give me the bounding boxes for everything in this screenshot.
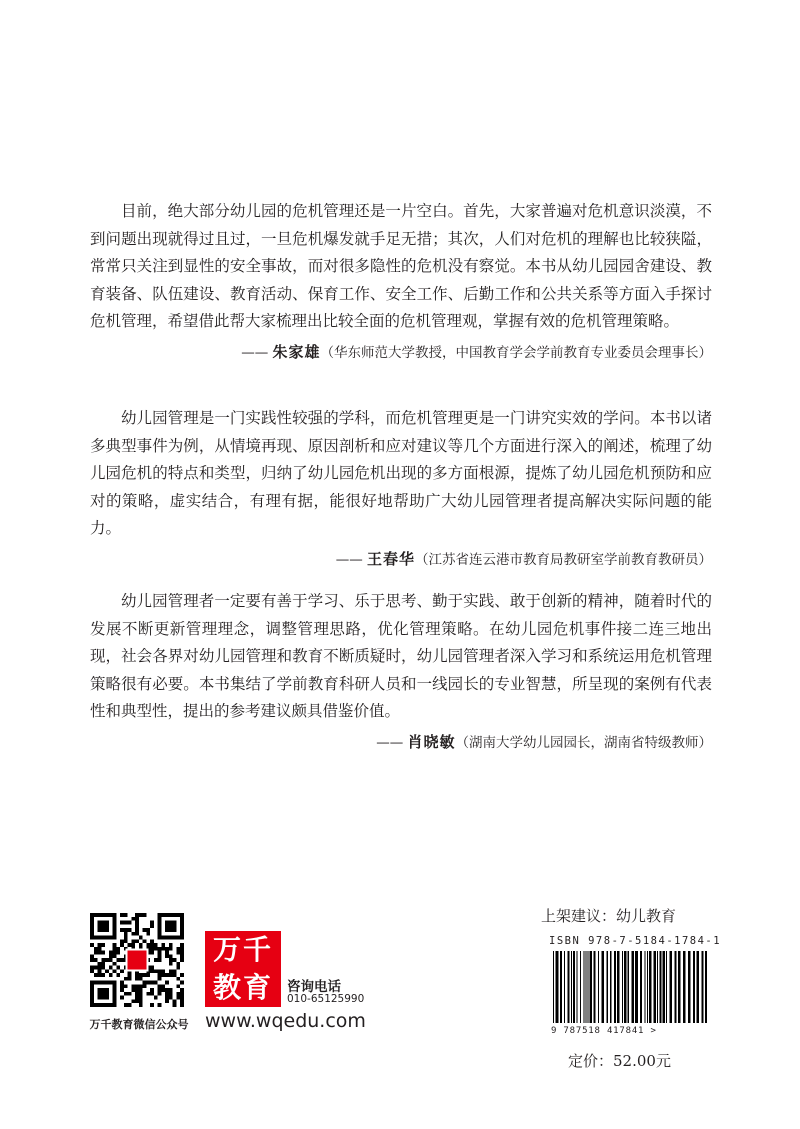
publisher-website: www.wqedu.com <box>205 1010 366 1032</box>
review-3 <box>90 588 712 752</box>
reviewer-title: （湖南大学幼儿园园长，湖南省特级教师） <box>455 734 712 751</box>
reviewer-title: （华东师范大学教授，中国教育学会学前教育专业委员会理事长） <box>320 344 712 361</box>
review-attribution <box>90 731 712 752</box>
reviewer-name: 王春华 <box>366 549 415 568</box>
review-attribution <box>90 341 712 362</box>
attribution-dash: —— <box>376 734 404 751</box>
publisher-logo <box>205 931 281 1007</box>
review-text: 幼儿园管理者一定要有善于学习、乐于思考、勤于实践、敢于创新的精神，随着时代的发展不断更新管理理念，调整管理思路，优化管理策略。在幼儿园危机事件接二连三地出现，社会各界对幼儿园管理和教育不断质疑时，幼儿园管理者深入学习和系统运用危机管理策略很有必要。本书集结了学前教育科研人员和一线园长的专业智慧，所呈现的案例有代表性和典型性，提出的参考建议颇具借鉴价值。 <box>90 592 712 721</box>
review-text: 幼儿园管理是一门实践性较强的学科，而危机管理更是一门讲究实效的学问。本书以诸多典型事件为例，从情境再现、原因剖析和应对建议等几个方面进行深入的阐述，梳理了幼儿园危机的特点和类型，归纳了幼儿园危机出现的多方面根源，提炼了幼儿园危机预防和应对的策略，虚实结合，有理有据，能很好地帮助广大幼儿园管理者提高解决实际问题的能力。 <box>90 409 712 538</box>
barcode-digits: 9 787518 417841 > <box>551 1026 657 1036</box>
reviewer-title: （江苏省连云港市教育局教研室学前教育教研员） <box>415 551 712 568</box>
qr-caption: 万千教育微信公众号 <box>89 1018 189 1031</box>
review-1 <box>90 198 712 362</box>
phone-number: 010-65125990 <box>287 993 365 1005</box>
logo-line-2: 教育 <box>212 971 273 1004</box>
review-text: 目前，绝大部分幼儿园的危机管理还是一片空白。首先，大家普遍对危机意识淡漠，不到问题出现就得过且过，一旦危机爆发就手足无措；其次，人们对危机的理解也比较狭隘，常常只关注到显性的安全事故，而对很多隐性的危机没有察觉。本书从幼儿园园舍建设、教育装备、队伍建设、教育活动、保育工作、安全工作、后勤工作和公共关系等方面入手探讨危机管理，希望借此帮大家梳理出比较全面的危机管理观，掌握有效的危机管理策略。 <box>90 202 712 331</box>
isbn-label: ISBN 978-7-5184-1784-1 <box>549 935 722 947</box>
isbn-barcode <box>551 951 709 1023</box>
review-attribution <box>90 548 712 569</box>
reviewer-name: 肖晓敏 <box>407 732 456 751</box>
wechat-qr-code <box>90 913 184 1007</box>
shelving-category: 上架建议：幼儿教育 <box>541 907 677 925</box>
price-label: 定价：52.00元 <box>568 1052 671 1070</box>
review-2 <box>90 405 712 569</box>
attribution-dash: —— <box>335 551 363 568</box>
reviewer-name: 朱家雄 <box>272 342 321 361</box>
phone-label: 咨询电话 <box>287 979 341 995</box>
logo-line-1: 万千 <box>212 933 273 966</box>
attribution-dash: —— <box>241 344 269 361</box>
